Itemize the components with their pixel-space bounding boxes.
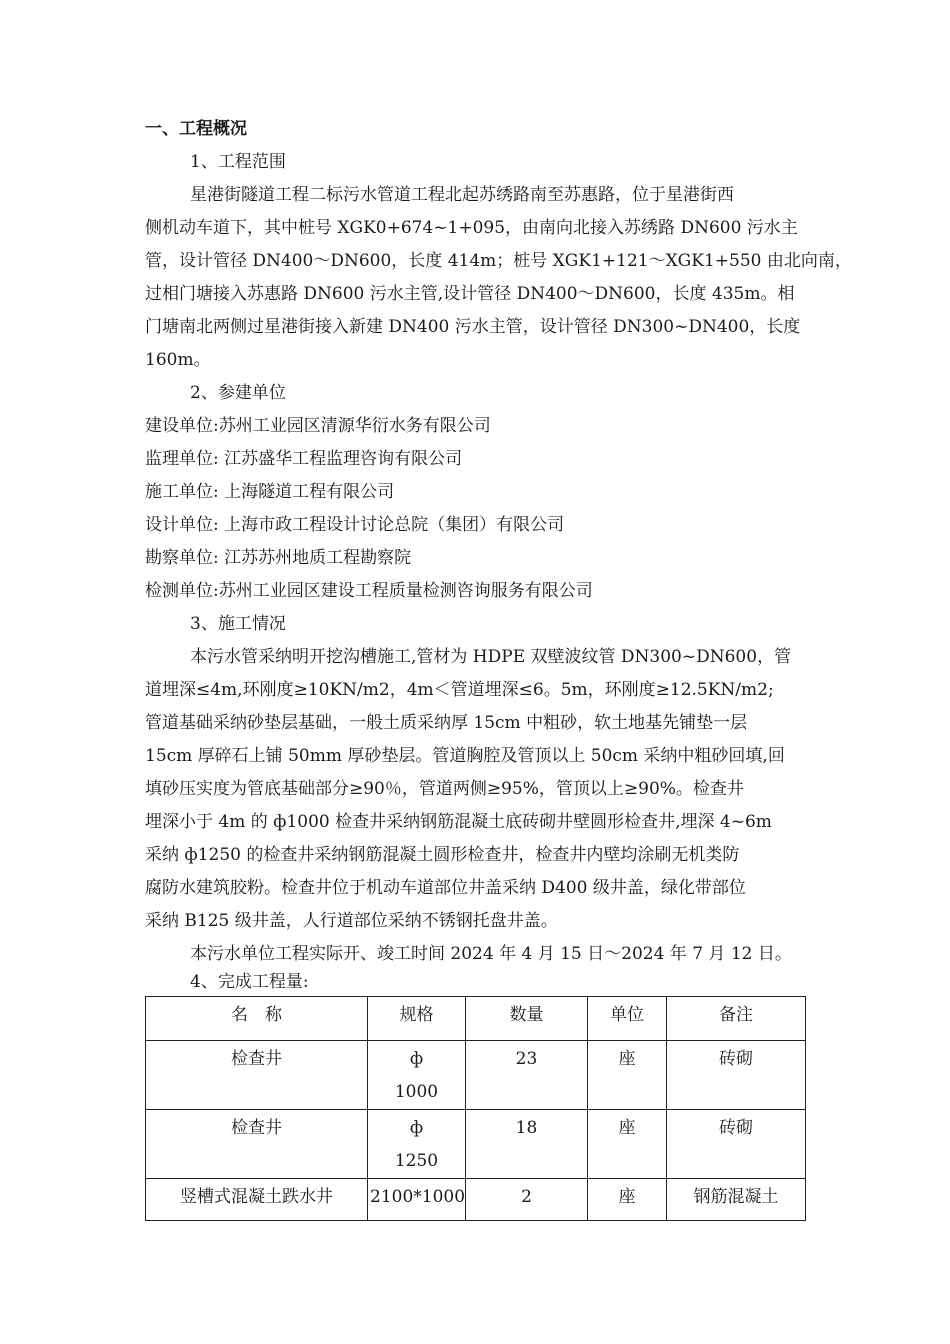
scope-paragraph-line: 星港街隧道工程二标污水管道工程北起苏绣路南至苏惠路，位于星港街西 [190, 185, 734, 205]
construction-paragraph-line: 15cm 厚碎石上铺 50mm 厚砂垫层。管道胸腔及管顶以上 50cm 采纳中粗砂回填,回 [145, 746, 785, 766]
scope-paragraph-line: 160m。 [145, 350, 211, 370]
cell-spec [368, 1041, 466, 1110]
table-row [146, 1179, 806, 1221]
spec-size: 1250 [394, 1151, 439, 1171]
cell-spec: 2100*1000 [368, 1179, 466, 1221]
construction-paragraph-line: 采纳 B125 级井盖，人行道部位采纳不锈钢托盘井盖。 [145, 911, 558, 931]
party-supervisor: 监理单位: 江苏盛华工程监理咨询有限公司 [145, 449, 463, 469]
construction-paragraph-line: 本污水管采纳明开挖沟槽施工,管材为 HDPE 双壁波纹管 DN300~DN600，管 [190, 647, 792, 667]
cell-note: 砖砌 [667, 1041, 806, 1110]
construction-paragraph-line: 填砂压实度为管底基础部分≥90％，管道两侧≥95%，管顶以上≥90%。检查井 [145, 779, 744, 799]
cell-unit: 座 [588, 1110, 667, 1179]
cell-name: 检查井 [146, 1110, 368, 1179]
party-surveyor: 勘察单位: 江苏苏州地质工程勘察院 [145, 548, 412, 568]
parties-heading: 2、参建单位 [190, 383, 286, 403]
cell-note: 钢筋混凝土 [667, 1179, 806, 1221]
cell-name: 竖槽式混凝土跌水井 [146, 1179, 368, 1221]
column-header-unit: 单位 [588, 997, 667, 1041]
construction-schedule: 本污水单位工程实际开、竣工时间 2024 年 4 月 15 日～2024 年 7 月 12 日。 [190, 944, 792, 964]
table-row [146, 1110, 806, 1179]
construction-paragraph-line: 采纳 ф1250 的检查井采纳钢筋混凝土圆形检查井，检查井内壁均涂刷无机类防 [145, 845, 740, 865]
construction-paragraph-line: 埋深小于 4m 的 ф1000 检查井采纳钢筋混凝土底砖砌井壁圆形检查井,埋深 4~6m [145, 812, 772, 832]
cell-qty: 23 [466, 1041, 588, 1110]
cell-note: 砖砌 [667, 1110, 806, 1179]
column-header-spec: 规格 [368, 997, 466, 1041]
column-header-qty: 数量 [466, 997, 588, 1041]
section-title: 一、工程概况 [145, 119, 247, 139]
quantities-table [145, 996, 806, 1221]
cell-spec [368, 1110, 466, 1179]
cell-unit: 座 [588, 1179, 667, 1221]
spec-symbol: ф [409, 1118, 424, 1138]
scope-paragraph-line: 过相门塘接入苏惠路 DN600 污水主管,设计管径 DN400～DN600，长度 435m。相 [145, 284, 795, 304]
construction-paragraph-line: 管道基础采纳砂垫层基础，一般土质采纳厚 15cm 中粗砂，软土地基先铺垫一层 [145, 713, 748, 733]
party-designer: 设计单位: 上海市政工程设计讨论总院（集团）有限公司 [145, 515, 565, 535]
cell-qty: 2 [466, 1179, 588, 1221]
construction-heading: 3、施工情况 [190, 614, 286, 634]
construction-paragraph-line: 道埋深≤4m,环刚度≥10KN/m2，4m＜管道埋深≤6。5m，环刚度≥12.5KN/m2; [145, 680, 774, 700]
cell-qty: 18 [466, 1110, 588, 1179]
spec-size: 1000 [394, 1082, 439, 1102]
scope-heading: 1、工程范围 [190, 152, 286, 172]
party-owner: 建设单位:苏州工业园区清源华衍水务有限公司 [145, 416, 491, 436]
spec-symbol: ф [409, 1049, 424, 1069]
party-contractor: 施工单位: 上海隧道工程有限公司 [145, 482, 395, 502]
scope-paragraph-line: 管，设计管径 DN400～DN600，长度 414m；桩号 XGK1+121～XGK1+550 由北向南， [145, 251, 852, 271]
table-header-row [146, 997, 806, 1041]
cell-unit: 座 [588, 1041, 667, 1110]
scope-paragraph-line: 门塘南北两侧过星港街接入新建 DN400 污水主管，设计管径 DN300~DN400，长度 [145, 317, 801, 337]
cell-name: 检查井 [146, 1041, 368, 1110]
scope-paragraph-line: 侧机动车道下，其中桩号 XGK0+674~1+095，由南向北接入苏绣路 DN600 污水主 [145, 218, 798, 238]
quantities-heading: 4、完成工程量: [190, 972, 309, 992]
column-header-note: 备注 [667, 997, 806, 1041]
column-header-name: 名 称 [146, 997, 368, 1041]
construction-paragraph-line: 腐防水建筑胶粉。检查井位于机动车道部位井盖采纳 D400 级井盖，绿化带部位 [145, 878, 746, 898]
party-inspector: 检测单位:苏州工业园区建设工程质量检测咨询服务有限公司 [145, 581, 593, 601]
table-row [146, 1041, 806, 1110]
